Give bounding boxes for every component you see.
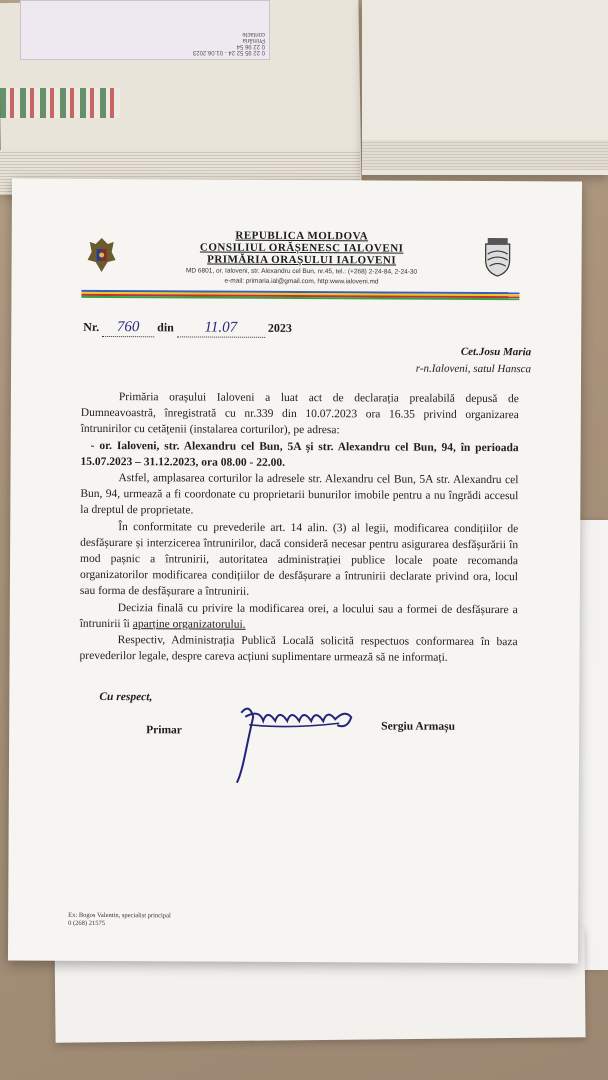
executor-footer xyxy=(68,912,171,929)
letterhead-mayoralty: PRIMĂRIA ORAȘULUI IALOVENI xyxy=(207,253,397,267)
letterhead-council: CONSILIUL ORĂȘENESC IALOVENI xyxy=(199,241,404,255)
executor-phone: 0 (268) 21575 xyxy=(68,919,106,928)
ref-year: 2023 xyxy=(267,320,292,335)
letterhead xyxy=(91,229,511,287)
paragraph-6: Respectiv, Administrația Publică Locală solicită respectuos conformarea în baza prevederilor legale, despre careva acțiuni suplimentare urmează să ne informați. xyxy=(79,634,518,665)
executor-name: Ex: Bogos Valentin, specialist principal xyxy=(68,911,171,920)
ref-number: 760 xyxy=(102,319,154,337)
closing-salutation: Cu respect, xyxy=(99,690,153,704)
official-letter xyxy=(8,179,582,964)
mayor-name: Sergiu Armașu xyxy=(381,720,456,733)
reference-line xyxy=(83,319,292,338)
letterhead-country: REPUBLICA MOLDOVA xyxy=(235,229,369,243)
ialoveni-coat-of-arms-icon xyxy=(480,236,516,278)
paragraph-5: Decizia finală cu privire la modificarea orei, a locului sau a formei de desfășurare a întrunirii îi aparține organizatorului. xyxy=(79,601,518,631)
paragraph-4: În conformitate cu prevederile art. 14 alin. (3) al legii, modificarea condițiilor de desfășurare și interzicerea întrunirilor, dacă consideră necesar pentru asigurarea desfășurării în mod pașnic a întrunirii, autoritatea administrației publice locale poate recomanda organizatorilor modificarea condițiilor de desfășurare a întrunirii declarate privind ora, locul sau forma de desfășurare a întrunirii. xyxy=(79,520,519,599)
recipient-place: r-n.Ialoveni, satul Hansca xyxy=(415,362,532,376)
background-card: 0 22 95 52 24 - 01.06.2023 0 22 96 54 Primăria contacte xyxy=(20,0,270,60)
letter-body xyxy=(80,389,519,667)
ref-date: 11.07 xyxy=(177,319,265,337)
paragraph-3: Astfel, amplasarea corturilor la adresele str. Alexandru cel Bun, 5A str. Alexandru cel Bun, 94, urmează a fi coordonate cu proprietarii bunurilor imobile pentru a nu îngrădi accesul la dreptul de proprietate. xyxy=(80,472,519,517)
mayor-title: Primar xyxy=(146,724,182,737)
letterhead-address: MD 6801, or. Ialoveni, str. Alexandru cel Bun, nr.45, tel.: (+268) 2-24-84, 2-24-30 xyxy=(186,267,418,276)
background-ornament xyxy=(0,88,120,118)
mayor-signature xyxy=(219,695,369,786)
underlined-phrase: aparține organizatorului. xyxy=(132,617,246,631)
letterhead-email: e-mail: primaria.ial@gmail.com, http:www.ialoveni.md xyxy=(224,277,379,286)
paragraph-1: Primăria orașului Ialoveni a luat act de declarația prealabilă depusă de Dumneavoastră, înregistrată cu nr.339 din 10.07.2023 ora 16.35 privind organizarea întrunirilor cu cetățenii (instalarea corturilor), pe adresa: xyxy=(80,391,519,437)
paragraph-address: - or. Ialoveni, str. Alexandru cel Bun, 5A și str. Alexandru cel Bun, 94, în perioada 15.07.2023 – 31.12.2023, ora 08.00 - 22.00. xyxy=(80,439,519,469)
recipient-name: Cet.Josu Maria xyxy=(460,345,532,359)
tricolor-rule xyxy=(81,290,519,300)
recipient-block xyxy=(416,344,531,379)
ref-nr-label: Nr. xyxy=(83,319,100,334)
ref-din-label: din xyxy=(157,320,174,335)
background-book-right-edge xyxy=(362,140,608,170)
